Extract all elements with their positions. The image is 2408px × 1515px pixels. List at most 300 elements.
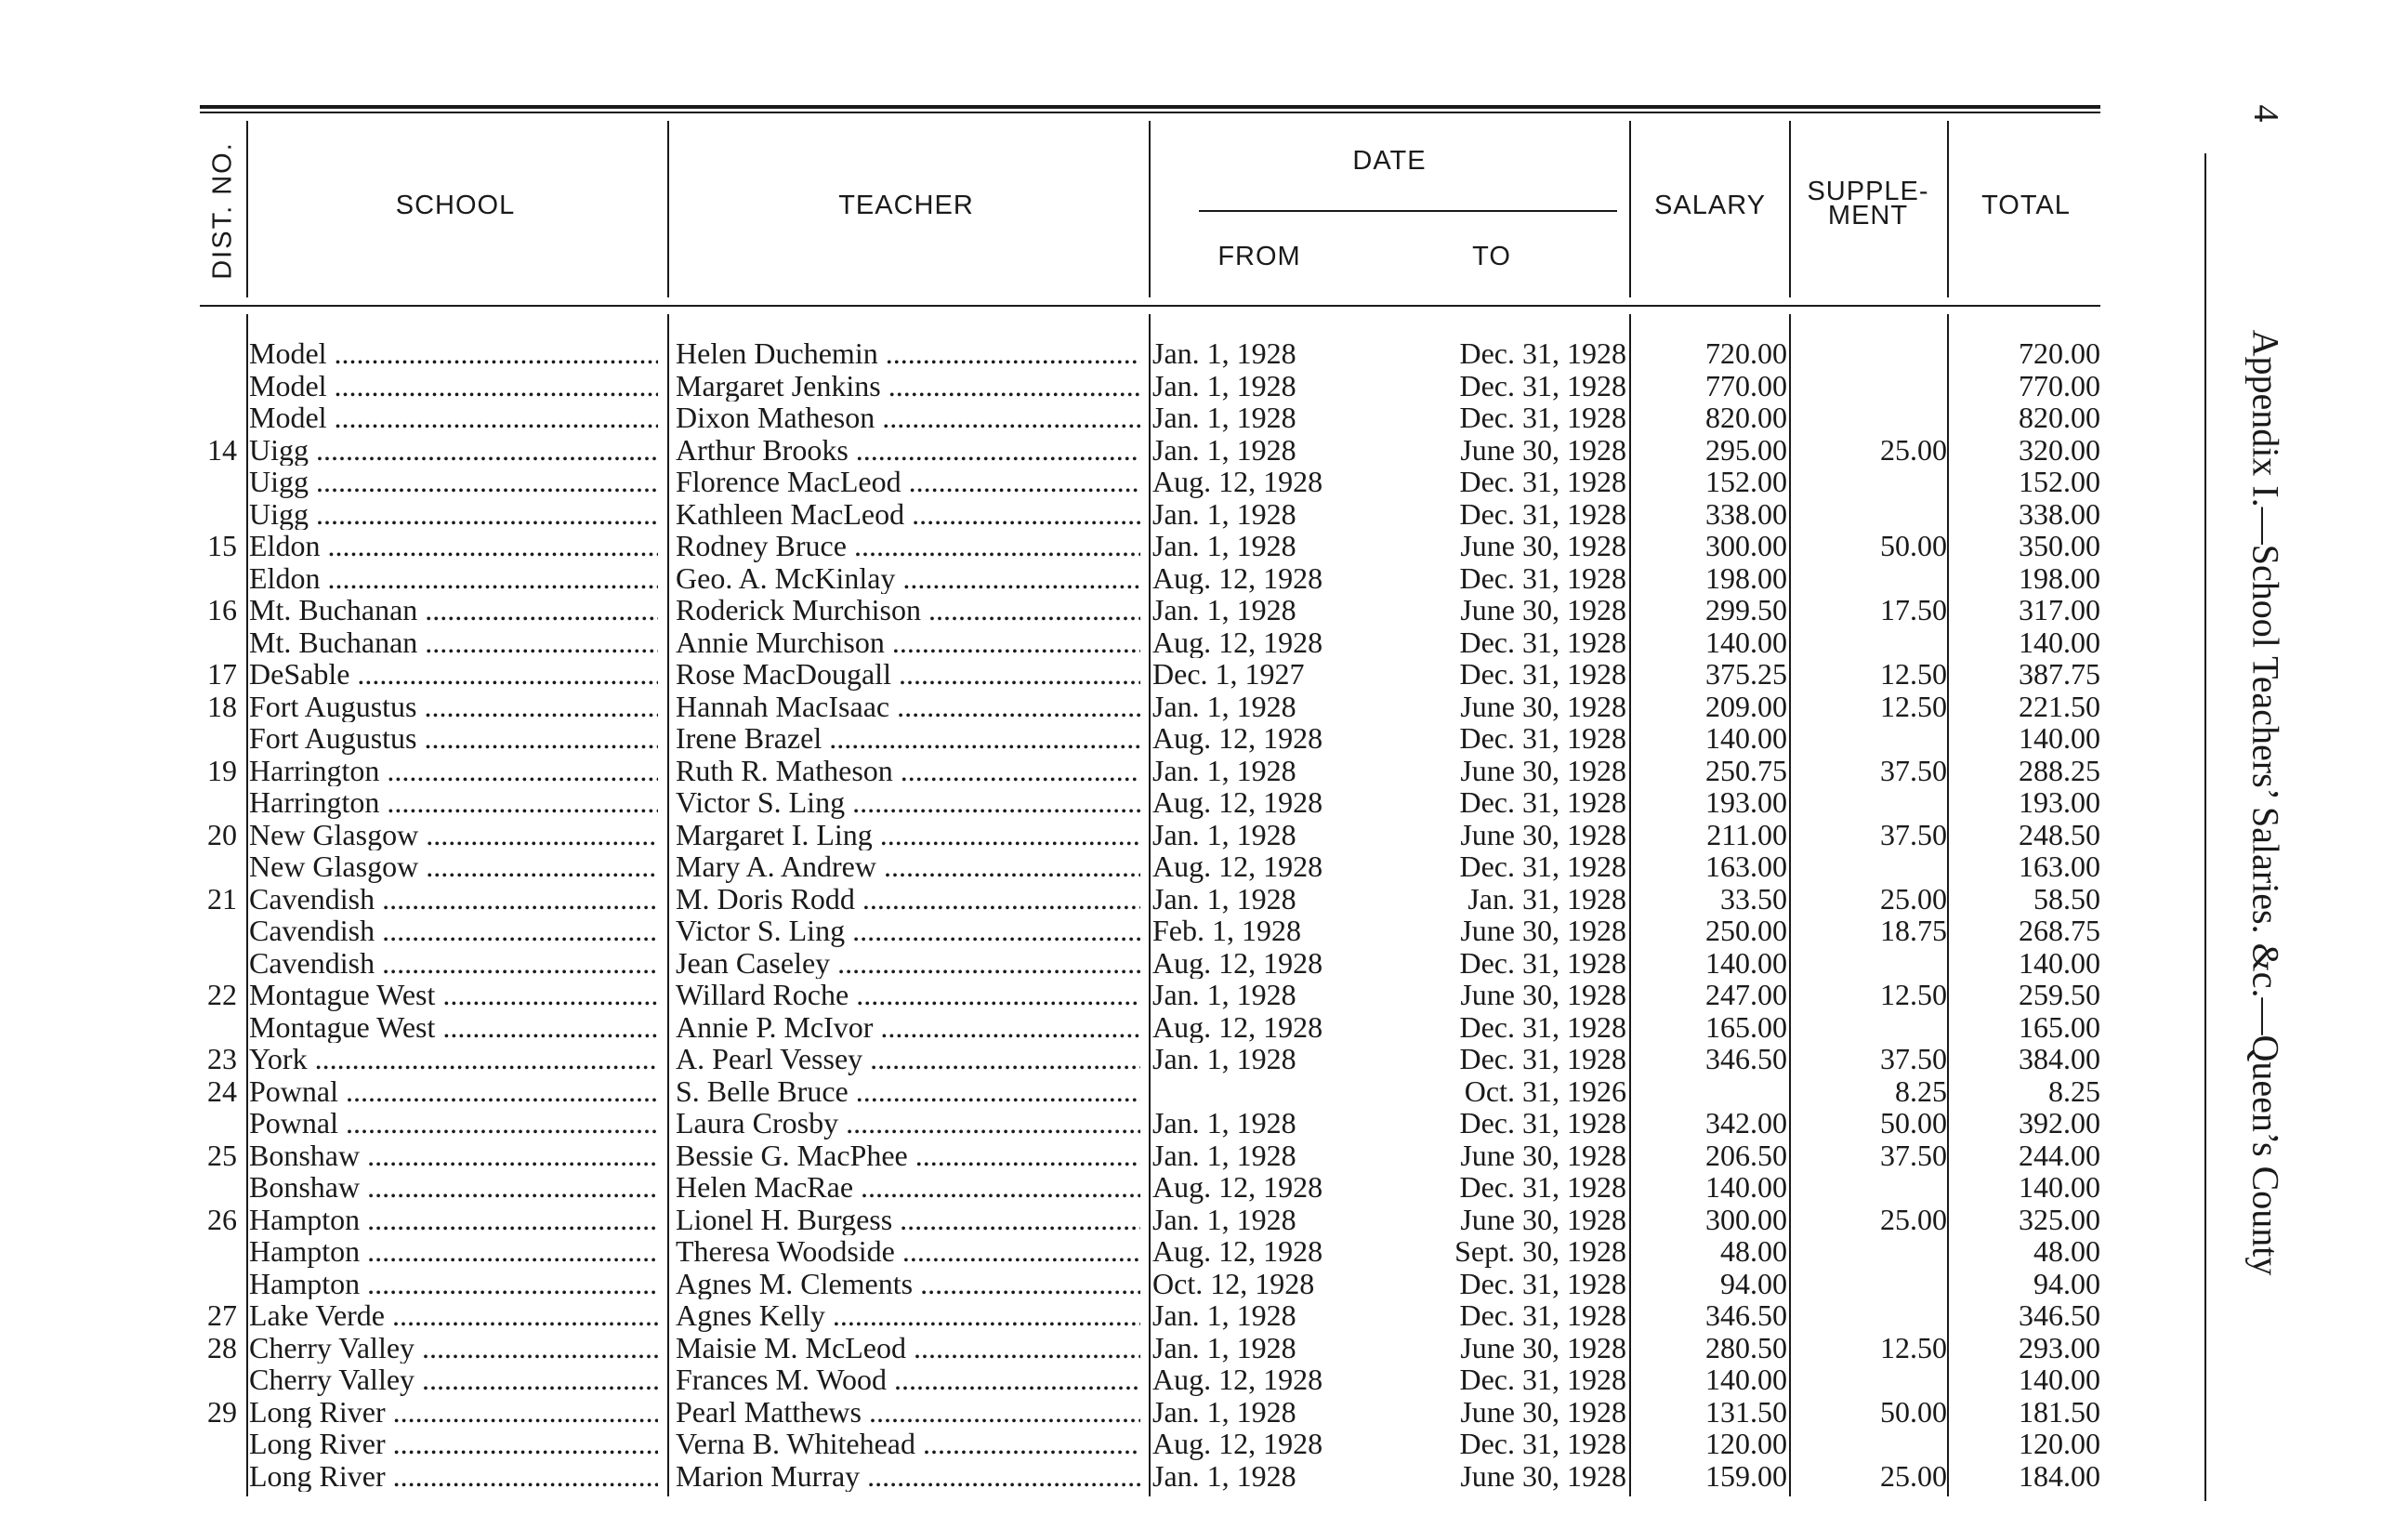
total-cell: 198.00 (2019, 561, 2100, 594)
date-to-cell: Jan. 31, 1928 (1467, 882, 1626, 915)
date-from-cell: Aug. 12, 1928 (1152, 946, 1323, 979)
school-cell (249, 498, 658, 531)
supplement-cell: 12.50 (1880, 979, 1947, 1011)
school-cell-text: Uigg ..... (249, 498, 658, 531)
date-to-cell: June 30, 1928 (1460, 1203, 1626, 1235)
date-from-cell: Aug. 12, 1928 (1152, 1428, 1323, 1460)
header-school: SCHOOL (395, 191, 516, 220)
date-to-cell: June 30, 1928 (1460, 594, 1626, 626)
teacher-cell (676, 883, 1140, 916)
total-cell: 317.00 (2019, 594, 2100, 626)
table-row (0, 1299, 2138, 1332)
teacher-cell-text: M. Doris Rodd ..... (676, 883, 1140, 916)
teacher-cell (676, 979, 1140, 1011)
date-to-cell: Dec. 31, 1928 (1459, 1267, 1626, 1299)
school-cell (249, 1107, 658, 1140)
date-to-cell: Dec. 31, 1928 (1459, 946, 1626, 979)
school-cell-text: Model ..... (249, 402, 658, 434)
teacher-cell (676, 786, 1140, 819)
date-from-cell: Jan. 1, 1928 (1152, 594, 1296, 626)
school-cell (249, 786, 658, 819)
date-from-cell: Jan. 1, 1928 (1152, 882, 1296, 915)
teacher-cell (676, 691, 1140, 723)
header-divider (667, 121, 669, 297)
date-from-cell: Aug. 12, 1928 (1152, 1171, 1323, 1204)
school-cell-text: Harrington ..... (249, 786, 658, 819)
top-rule (200, 105, 2100, 109)
date-to-cell: June 30, 1928 (1460, 754, 1626, 786)
table-row (0, 1460, 2138, 1493)
table-row (0, 1396, 2138, 1429)
salary-cell: 820.00 (1705, 402, 1787, 434)
table-row (0, 466, 2138, 498)
table-row (0, 1140, 2138, 1172)
dist-no-cell: 18 (207, 690, 237, 722)
school-cell-text: Cavendish ..... (249, 883, 658, 916)
table-row (0, 979, 2138, 1011)
total-cell: 140.00 (2019, 1171, 2100, 1204)
date-from-cell: Jan. 1, 1928 (1152, 402, 1296, 434)
school-cell-text: Mt. Buchanan ..... (249, 626, 658, 659)
table-row (0, 370, 2138, 402)
header-from: FROM (1217, 242, 1301, 271)
total-cell: 244.00 (2019, 1139, 2100, 1171)
teacher-cell (676, 915, 1140, 947)
date-from-cell: Oct. 12, 1928 (1152, 1267, 1315, 1299)
school-cell-text: Bonshaw ..... (249, 1140, 658, 1172)
date-to-cell: Dec. 31, 1928 (1459, 466, 1626, 498)
total-cell: 48.00 (2033, 1235, 2100, 1268)
salary-cell: 140.00 (1705, 722, 1787, 755)
salary-cell: 346.50 (1705, 1043, 1787, 1075)
header-divider (1789, 121, 1791, 297)
table-row (0, 1107, 2138, 1140)
salary-cell: 140.00 (1705, 626, 1787, 658)
date-from-cell: Aug. 12, 1928 (1152, 786, 1323, 819)
date-to-cell: Oct. 31, 1926 (1464, 1074, 1626, 1107)
teacher-cell (676, 530, 1140, 562)
school-cell-text: Hampton ..... (249, 1235, 658, 1268)
salary-cell: 280.50 (1705, 1331, 1787, 1364)
teacher-cell-text: Geo. A. McKinlay ..... (676, 562, 1140, 595)
school-cell-text: Model ..... (249, 370, 658, 402)
total-cell: 58.50 (2033, 882, 2100, 915)
total-cell: 384.00 (2019, 1043, 2100, 1075)
date-to-cell: Dec. 31, 1928 (1459, 786, 1626, 819)
teacher-cell (676, 370, 1140, 402)
total-cell: 140.00 (2019, 626, 2100, 658)
date-to-cell: Dec. 31, 1928 (1459, 1010, 1626, 1043)
salary-cell: 209.00 (1705, 690, 1787, 722)
table-row (0, 755, 2138, 787)
dist-no-cell: 26 (207, 1203, 237, 1235)
supplement-cell: 18.75 (1880, 915, 1947, 947)
salary-cell: 250.00 (1705, 915, 1787, 947)
header-supplement (1794, 177, 1942, 231)
date-from-cell: Jan. 1, 1928 (1152, 1395, 1296, 1428)
teacher-cell-text: Victor S. Ling ..... (676, 915, 1140, 947)
date-to-cell: June 30, 1928 (1460, 1395, 1626, 1428)
date-to-cell: June 30, 1928 (1460, 1459, 1626, 1492)
total-cell: 720.00 (2019, 337, 2100, 370)
table-row (0, 819, 2138, 851)
teacher-cell (676, 1268, 1140, 1300)
header-teacher: TEACHER (838, 191, 974, 220)
teacher-cell (676, 722, 1140, 755)
header-divider (1947, 121, 1949, 297)
teacher-cell-text: Rodney Bruce ..... (676, 530, 1140, 562)
table-row (0, 562, 2138, 595)
table-row (0, 691, 2138, 723)
date-to-cell: June 30, 1928 (1460, 433, 1626, 466)
school-cell-text: Model ..... (249, 337, 658, 370)
total-cell: 140.00 (2019, 1364, 2100, 1396)
salary-cell: 250.75 (1705, 754, 1787, 786)
total-cell: 221.50 (2019, 690, 2100, 722)
date-from-cell: Jan. 1, 1928 (1152, 754, 1296, 786)
teacher-cell-text: Ruth R. Matheson ..... (676, 755, 1140, 787)
school-cell (249, 1396, 658, 1429)
supplement-cell: 25.00 (1880, 1203, 1947, 1235)
date-from-cell: Jan. 1, 1928 (1152, 1139, 1296, 1171)
school-cell (249, 1268, 658, 1300)
school-cell (249, 1171, 658, 1204)
teacher-cell (676, 337, 1140, 370)
dist-no-cell: 28 (207, 1331, 237, 1364)
total-cell: 94.00 (2033, 1267, 2100, 1299)
school-cell-text: York ..... (249, 1043, 658, 1075)
table-row (0, 1043, 2138, 1075)
date-to-cell: Dec. 31, 1928 (1459, 850, 1626, 883)
school-cell (249, 979, 658, 1011)
school-cell-text: Montague West ..... (249, 1011, 658, 1044)
school-cell (249, 691, 658, 723)
salary-cell: 94.00 (1720, 1267, 1787, 1299)
teacher-cell (676, 1043, 1140, 1075)
table-row (0, 530, 2138, 562)
supplement-cell: 25.00 (1880, 433, 1947, 466)
school-cell (249, 594, 658, 626)
teacher-cell-text: Roderick Murchison ..... (676, 594, 1140, 626)
teacher-cell-text: Agnes Kelly ..... (676, 1299, 1140, 1332)
table-row (0, 850, 2138, 883)
school-cell-text: Eldon ..... (249, 562, 658, 595)
teacher-cell-text: Irene Brazel ..... (676, 722, 1140, 755)
table-row (0, 1268, 2138, 1300)
table-row (0, 402, 2138, 434)
dist-no-cell: 15 (207, 530, 237, 562)
dist-no-cell: 17 (207, 658, 237, 691)
salary-cell: 140.00 (1705, 1364, 1787, 1396)
table-row (0, 594, 2138, 626)
school-cell (249, 755, 658, 787)
total-cell: 181.50 (2019, 1395, 2100, 1428)
teacher-cell-text: Annie Murchison ..... (676, 626, 1140, 659)
date-to-cell: Sept. 30, 1928 (1454, 1235, 1626, 1268)
date-from-cell: Jan. 1, 1928 (1152, 979, 1296, 1011)
total-cell: 8.25 (2048, 1074, 2100, 1107)
salary-cell: 159.00 (1705, 1459, 1787, 1492)
school-cell (249, 434, 658, 467)
running-title: Appendix I.—School Teachers’ Salaries. &c.—Queen’s County (2244, 329, 2287, 1276)
school-cell-text: Mt. Buchanan ..... (249, 594, 658, 626)
total-cell: 140.00 (2019, 946, 2100, 979)
school-cell-text: Long River ..... (249, 1428, 658, 1460)
date-from-cell: Jan. 1, 1928 (1152, 1299, 1296, 1332)
school-cell (249, 466, 658, 498)
teacher-cell (676, 1171, 1140, 1204)
school-cell (249, 1299, 658, 1332)
header-supplement-line2: MENT (1827, 201, 1909, 231)
date-to-cell: Dec. 31, 1928 (1459, 1171, 1626, 1204)
school-cell (249, 1075, 658, 1108)
school-cell (249, 1364, 658, 1396)
table-row (0, 1204, 2138, 1236)
total-cell: 259.50 (2019, 979, 2100, 1011)
school-cell (249, 1140, 658, 1172)
salary-cell: 165.00 (1705, 1010, 1787, 1043)
date-from-cell: Dec. 1, 1927 (1152, 658, 1305, 691)
school-cell-text: Long River ..... (249, 1460, 658, 1493)
dist-no-cell: 22 (207, 979, 237, 1011)
header-supplement-line1: SUPPLE- (1807, 177, 1929, 206)
teacher-cell-text: Helen MacRae ..... (676, 1171, 1140, 1204)
school-cell (249, 658, 658, 691)
school-cell-text: Fort Augustus ..... (249, 691, 658, 723)
supplement-cell: 37.50 (1880, 754, 1947, 786)
dist-no-cell: 23 (207, 1043, 237, 1075)
table-row (0, 883, 2138, 916)
school-cell-text: New Glasgow ..... (249, 819, 658, 851)
date-from-cell: Jan. 1, 1928 (1152, 433, 1296, 466)
total-cell: 165.00 (2019, 1010, 2100, 1043)
dist-no-cell: 29 (207, 1395, 237, 1428)
teacher-cell-text: Rose MacDougall ..... (676, 658, 1140, 691)
teacher-cell-text: Florence MacLeod ..... (676, 466, 1140, 498)
dist-no-cell: 21 (207, 882, 237, 915)
table-row (0, 658, 2138, 691)
dist-no-cell: 16 (207, 594, 237, 626)
supplement-cell: 12.50 (1880, 658, 1947, 691)
salary-cell: 342.00 (1705, 1107, 1787, 1140)
header-divider (246, 121, 248, 297)
total-cell: 325.00 (2019, 1203, 2100, 1235)
teacher-cell-text: Hannah MacIsaac ..... (676, 691, 1140, 723)
total-cell: 163.00 (2019, 850, 2100, 883)
total-cell: 387.75 (2019, 658, 2100, 691)
date-to-cell: Dec. 31, 1928 (1459, 337, 1626, 370)
header-bottom-rule (200, 305, 2100, 307)
supplement-cell: 12.50 (1880, 1331, 1947, 1364)
teacher-cell-text: Helen Duchemin ..... (676, 337, 1140, 370)
salary-cell: 120.00 (1705, 1428, 1787, 1460)
side-rule (2204, 153, 2206, 1501)
date-to-cell: Dec. 31, 1928 (1459, 402, 1626, 434)
salary-cell: 140.00 (1705, 1171, 1787, 1204)
dist-no-cell: 27 (207, 1299, 237, 1332)
teacher-cell-text: Verna B. Whitehead ..... (676, 1428, 1140, 1460)
salary-cell: 299.50 (1705, 594, 1787, 626)
running-header (2244, 93, 2287, 1450)
supplement-cell: 12.50 (1880, 690, 1947, 722)
date-to-cell: Dec. 31, 1928 (1459, 1043, 1626, 1075)
supplement-cell: 37.50 (1880, 1043, 1947, 1075)
date-to-cell: June 30, 1928 (1460, 915, 1626, 947)
supplement-cell: 25.00 (1880, 1459, 1947, 1492)
total-cell: 320.00 (2019, 433, 2100, 466)
date-to-cell: Dec. 31, 1928 (1459, 497, 1626, 530)
header-salary: SALARY (1654, 191, 1766, 220)
table-row (0, 498, 2138, 531)
total-cell: 248.50 (2019, 818, 2100, 850)
table-row (0, 337, 2138, 370)
table-row (0, 1332, 2138, 1364)
total-cell: 184.00 (2019, 1459, 2100, 1492)
school-cell (249, 883, 658, 916)
teacher-cell (676, 1107, 1140, 1140)
teacher-cell (676, 1011, 1140, 1044)
date-from-cell: Aug. 12, 1928 (1152, 561, 1323, 594)
salary-cell: 140.00 (1705, 946, 1787, 979)
dist-no-cell: 19 (207, 754, 237, 786)
teacher-cell (676, 466, 1140, 498)
teacher-cell-text: S. Belle Bruce ..... (676, 1075, 1140, 1108)
school-cell (249, 1204, 658, 1236)
table-row (0, 786, 2138, 819)
school-cell-text: New Glasgow ..... (249, 850, 658, 883)
teacher-cell-text: Bessie G. MacPhee ..... (676, 1140, 1140, 1172)
date-to-cell: Dec. 31, 1928 (1459, 1364, 1626, 1396)
teacher-cell (676, 1204, 1140, 1236)
salary-cell: 33.50 (1720, 882, 1787, 915)
salary-cell: 206.50 (1705, 1139, 1787, 1171)
teacher-cell (676, 1235, 1140, 1268)
teacher-cell (676, 1396, 1140, 1429)
teacher-cell-text: Victor S. Ling ..... (676, 786, 1140, 819)
teacher-cell-text: Lionel H. Burgess ..... (676, 1204, 1140, 1236)
date-to-cell: June 30, 1928 (1460, 818, 1626, 850)
total-cell: 140.00 (2019, 722, 2100, 755)
teacher-cell (676, 658, 1140, 691)
school-cell (249, 915, 658, 947)
salary-cell: 338.00 (1705, 497, 1787, 530)
dist-no-cell: 25 (207, 1139, 237, 1171)
school-cell (249, 1460, 658, 1493)
salary-cell: 300.00 (1705, 1203, 1787, 1235)
school-cell-text: Long River ..... (249, 1396, 658, 1429)
salary-cell: 720.00 (1705, 337, 1787, 370)
school-cell (249, 850, 658, 883)
salary-cell: 163.00 (1705, 850, 1787, 883)
date-to-cell: June 30, 1928 (1460, 530, 1626, 562)
salary-cell: 152.00 (1705, 466, 1787, 498)
date-to-cell: Dec. 31, 1928 (1459, 722, 1626, 755)
teacher-cell (676, 1428, 1140, 1460)
date-to-cell: Dec. 31, 1928 (1459, 1299, 1626, 1332)
date-from-cell: Jan. 1, 1928 (1152, 690, 1296, 722)
teacher-cell (676, 947, 1140, 980)
supplement-cell: 8.25 (1895, 1074, 1947, 1107)
date-from-cell: Aug. 12, 1928 (1152, 466, 1323, 498)
date-from-cell: Aug. 12, 1928 (1152, 722, 1323, 755)
school-cell-text: DeSable ..... (249, 658, 658, 691)
header-divider (1629, 121, 1631, 297)
table-row (0, 1235, 2138, 1268)
teacher-cell-text: Jean Caseley ..... (676, 947, 1140, 980)
school-cell (249, 1235, 658, 1268)
teacher-cell (676, 1299, 1140, 1332)
school-cell (249, 1011, 658, 1044)
salary-cell: 131.50 (1705, 1395, 1787, 1428)
teacher-cell (676, 626, 1140, 659)
date-from-cell: Aug. 12, 1928 (1152, 1010, 1323, 1043)
date-to-cell: Dec. 31, 1928 (1459, 658, 1626, 691)
school-cell (249, 819, 658, 851)
supplement-cell: 37.50 (1880, 818, 1947, 850)
school-cell-text: Montague West ..... (249, 979, 658, 1011)
table-row (0, 1171, 2138, 1204)
teacher-cell-text: Maisie M. McLeod ..... (676, 1332, 1140, 1364)
teacher-cell (676, 1075, 1140, 1108)
teacher-cell (676, 498, 1140, 531)
salary-cell: 300.00 (1705, 530, 1787, 562)
date-to-cell: June 30, 1928 (1460, 1139, 1626, 1171)
school-cell (249, 562, 658, 595)
date-from-cell: Jan. 1, 1928 (1152, 497, 1296, 530)
teacher-cell-text: Arthur Brooks ..... (676, 434, 1140, 467)
supplement-cell: 50.00 (1880, 1395, 1947, 1428)
teacher-cell-text: Theresa Woodside ..... (676, 1235, 1140, 1268)
school-cell-text: Cavendish ..... (249, 915, 658, 947)
table-row (0, 1011, 2138, 1044)
teacher-cell (676, 755, 1140, 787)
dist-no-cell: 24 (207, 1074, 237, 1107)
total-cell: 152.00 (2019, 466, 2100, 498)
table-row (0, 1075, 2138, 1108)
school-cell-text: Eldon ..... (249, 530, 658, 562)
teacher-cell-text: Agnes M. Clements ..... (676, 1268, 1140, 1300)
teacher-cell-text: Margaret I. Ling ..... (676, 819, 1140, 851)
date-from-cell: Jan. 1, 1928 (1152, 530, 1296, 562)
school-cell-text: Pownal ..... (249, 1075, 658, 1108)
school-cell (249, 1428, 658, 1460)
date-from-cell: Jan. 1, 1928 (1152, 337, 1296, 370)
salary-cell: 346.50 (1705, 1299, 1787, 1332)
header-date: DATE (1352, 146, 1427, 176)
header-to: TO (1472, 242, 1511, 271)
table-row (0, 947, 2138, 980)
dist-no-cell: 20 (207, 818, 237, 850)
date-from-cell: Feb. 1, 1928 (1152, 915, 1301, 947)
table-row (0, 434, 2138, 467)
teacher-cell-text: Frances M. Wood ..... (676, 1364, 1140, 1396)
total-cell: 346.50 (2019, 1299, 2100, 1332)
salary-cell: 48.00 (1720, 1235, 1787, 1268)
supplement-cell: 50.00 (1880, 1107, 1947, 1140)
school-cell (249, 402, 658, 434)
teacher-cell-text: Marion Murray ..... (676, 1460, 1140, 1493)
teacher-cell-text: Willard Roche ..... (676, 979, 1140, 1011)
total-cell: 820.00 (2019, 402, 2100, 434)
teacher-cell-text: Mary A. Andrew ..... (676, 850, 1140, 883)
date-from-cell: Jan. 1, 1928 (1152, 1203, 1296, 1235)
school-cell (249, 722, 658, 755)
total-cell: 120.00 (2019, 1428, 2100, 1460)
supplement-cell: 17.50 (1880, 594, 1947, 626)
date-from-cell: Jan. 1, 1928 (1152, 1459, 1296, 1492)
salary-cell: 770.00 (1705, 369, 1787, 402)
date-to-cell: June 30, 1928 (1460, 979, 1626, 1011)
